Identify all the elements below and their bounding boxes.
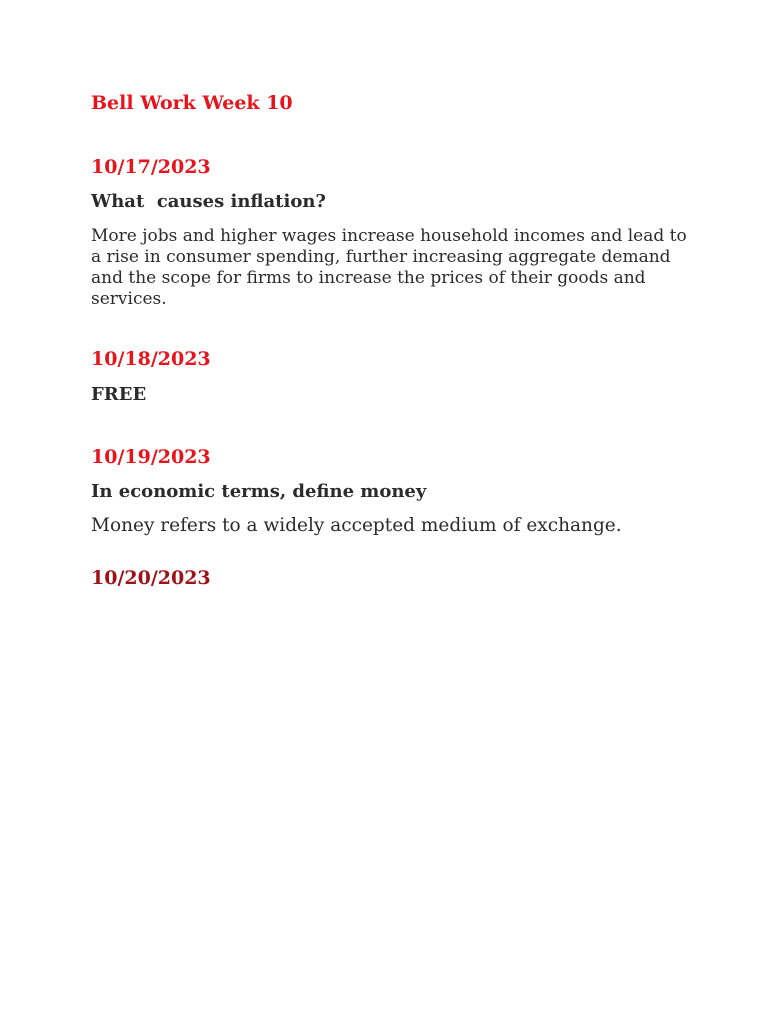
entry-question: In economic terms, define money [91, 481, 427, 502]
entry-question: FREE [91, 384, 147, 405]
entry-date: 10/18/2023 [91, 348, 211, 370]
entry-answer: Money refers to a widely accepted medium of exchange. [91, 515, 622, 536]
entry-question: What causes inflation? [91, 191, 326, 212]
entry-answer: More jobs and higher wages increase household incomes and lead to a rise in consumer spending, further increasing aggregate demand and the scope for firms to increase the prices of their goods and services. [91, 226, 687, 309]
entry-date: 10/20/2023 [91, 567, 211, 589]
document-title: Bell Work Week 10 [91, 92, 293, 114]
entry-date: 10/19/2023 [91, 446, 211, 468]
entry-date: 10/17/2023 [91, 156, 211, 178]
